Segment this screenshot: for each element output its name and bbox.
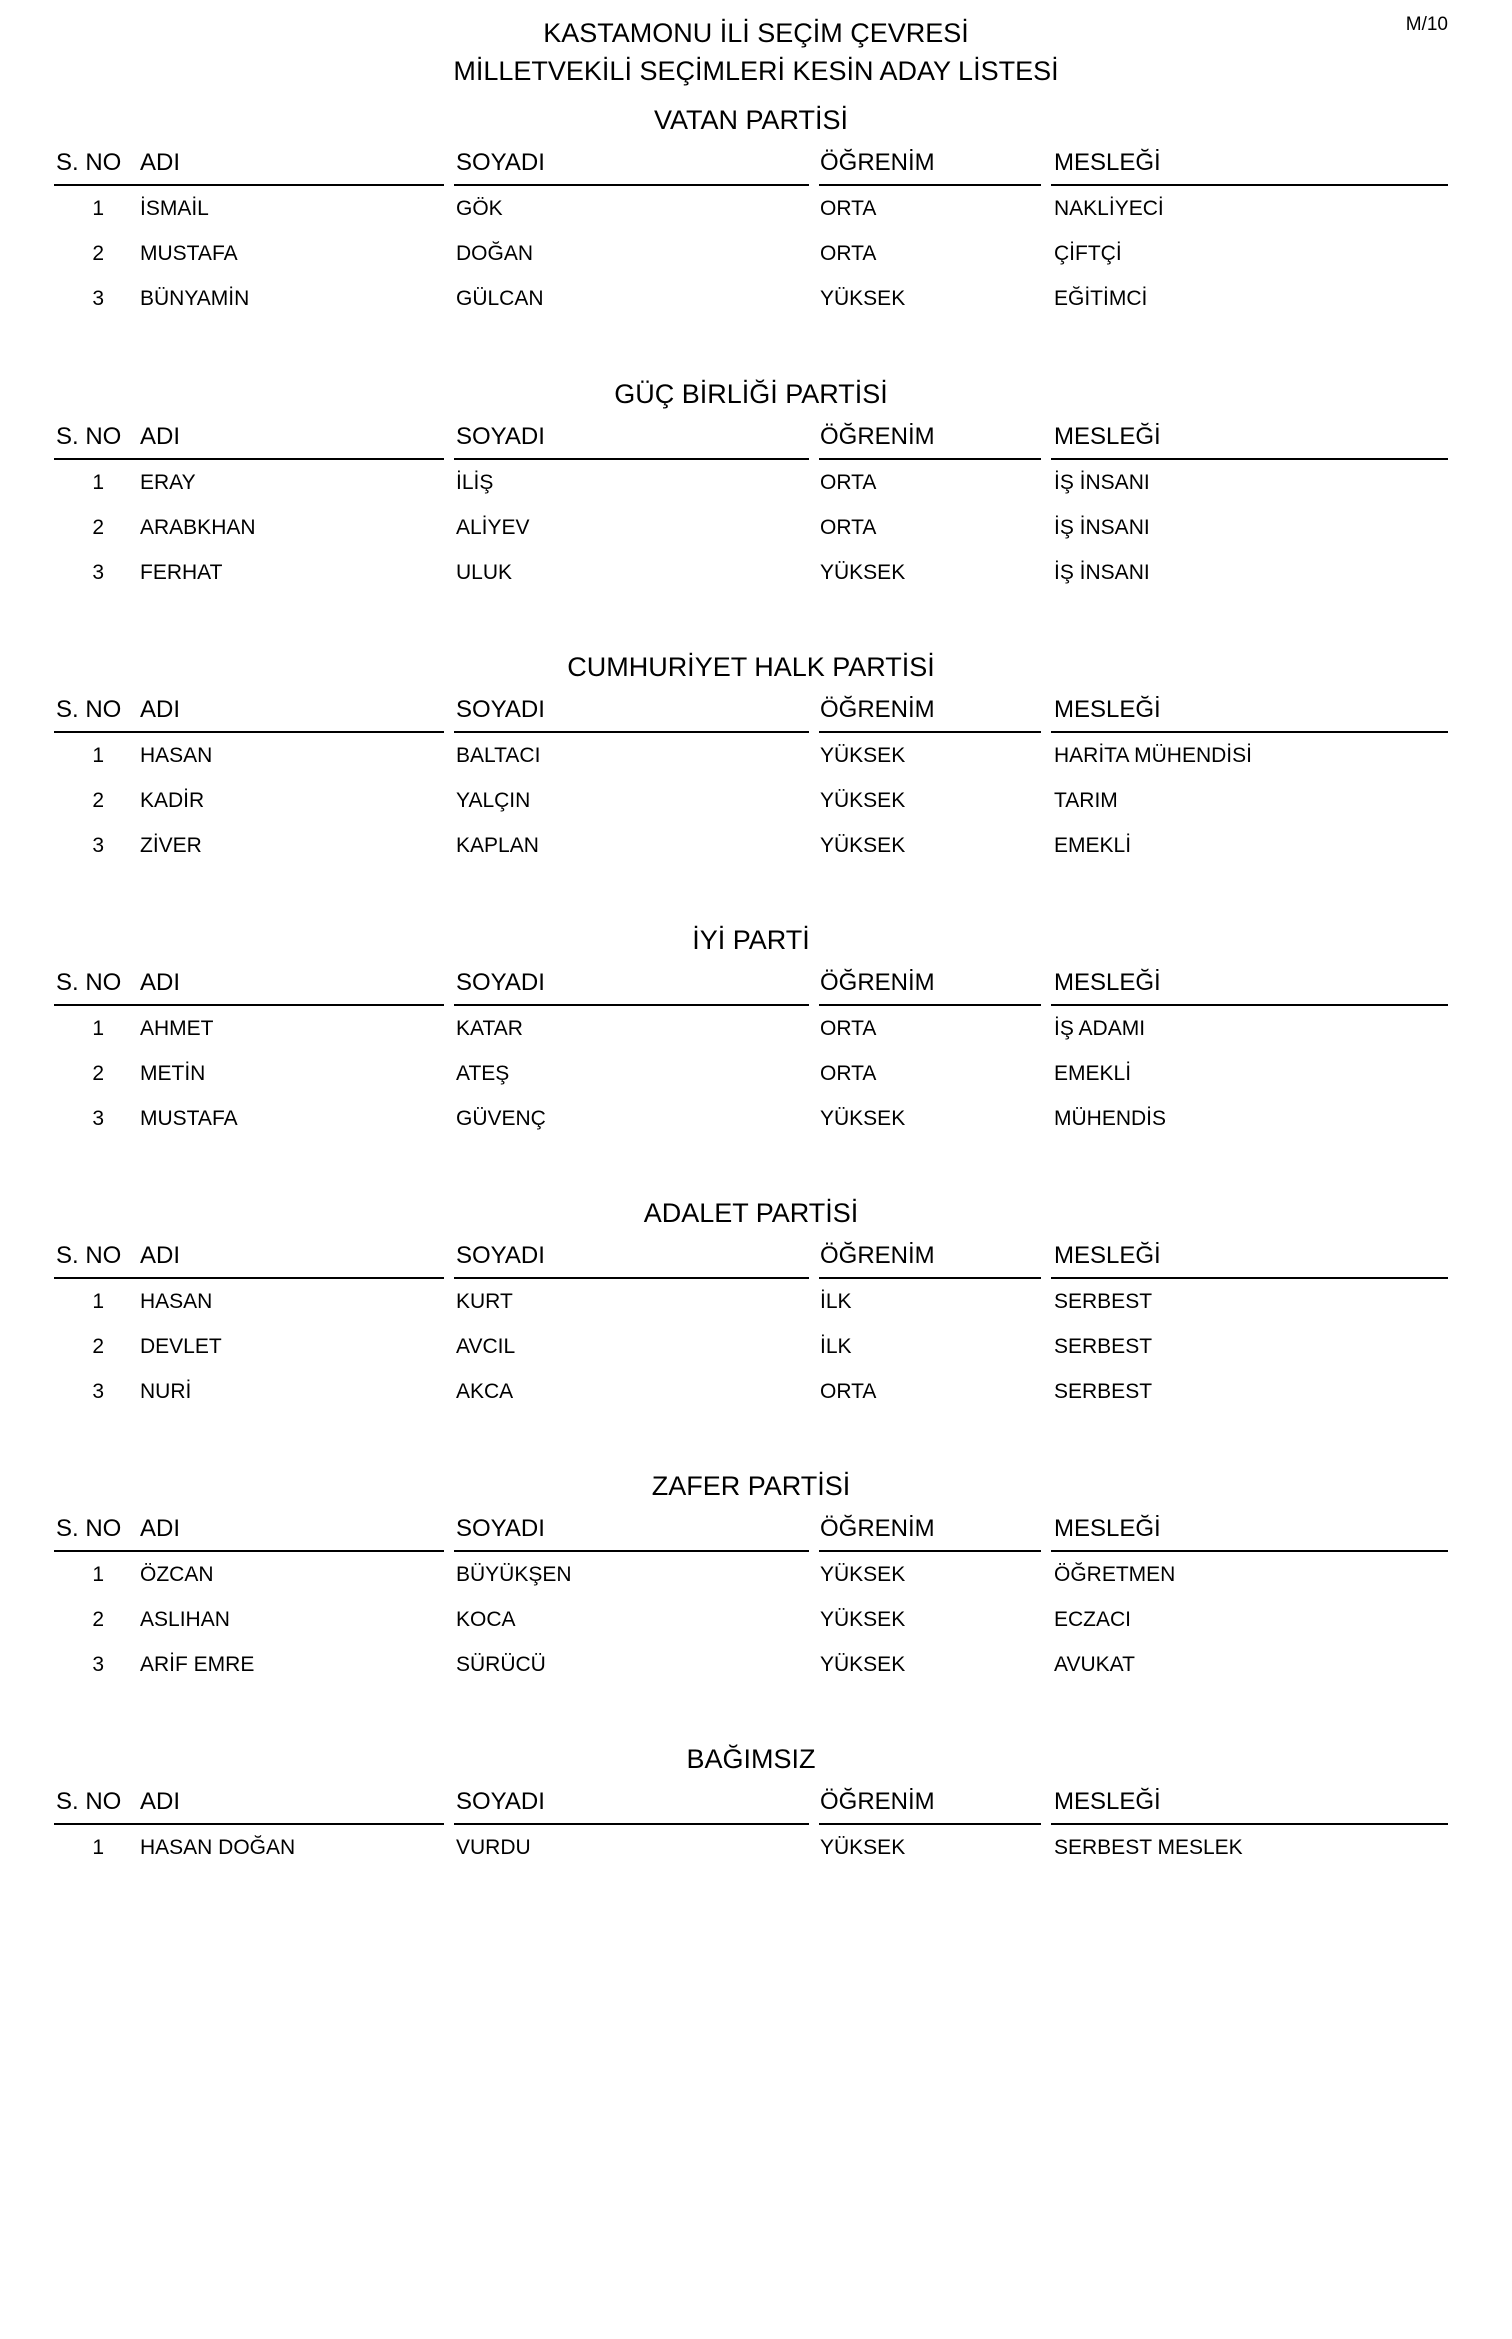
table-row xyxy=(54,1597,1448,1642)
cell-soyadi: BÜYÜKŞEN xyxy=(456,1563,572,1586)
table-row xyxy=(54,1642,1448,1687)
cell-soyadi: KAPLAN xyxy=(456,834,539,857)
column-header-ogrenim: ÖĞRENİM xyxy=(820,149,935,176)
table-row xyxy=(54,1369,1448,1414)
party-name: GÜÇ BİRLİĞİ PARTİSİ xyxy=(614,379,888,409)
cell-adi: BÜNYAMİN xyxy=(140,287,250,310)
party-name: BAĞIMSIZ xyxy=(686,1744,816,1774)
column-header-ogrenim: ÖĞRENİM xyxy=(820,1242,935,1269)
cell-meslegi: SERBEST xyxy=(1054,1335,1153,1358)
table-row xyxy=(54,733,1448,778)
party-section xyxy=(54,924,1448,1141)
cell-sira-no: 3 xyxy=(92,1380,104,1403)
cell-meslegi: EMEKLİ xyxy=(1054,1062,1132,1085)
cell-sira-no: 3 xyxy=(92,834,104,857)
cell-meslegi: ÖĞRETMEN xyxy=(1054,1563,1176,1586)
cell-soyadi: GÜVENÇ xyxy=(456,1107,546,1130)
cell-sira-no: 1 xyxy=(92,1563,104,1586)
cell-meslegi: ECZACI xyxy=(1054,1608,1132,1631)
column-header-sira-no: S. NO xyxy=(56,1788,122,1815)
cell-adi: HASAN xyxy=(140,744,213,767)
cell-soyadi: DOĞAN xyxy=(456,242,534,265)
table-header-row xyxy=(54,1781,1448,1825)
table-row xyxy=(54,186,1448,231)
cell-adi: NURİ xyxy=(140,1380,192,1403)
column-header-adi: ADI xyxy=(140,423,181,450)
cell-ogrenim: YÜKSEK xyxy=(820,561,906,584)
column-header-soyadi: SOYADI xyxy=(456,969,545,996)
table-row xyxy=(54,1006,1448,1051)
cell-meslegi: SERBEST xyxy=(1054,1290,1153,1313)
table-row xyxy=(54,1279,1448,1324)
column-header-ogrenim: ÖĞRENİM xyxy=(820,1788,935,1815)
cell-ogrenim: YÜKSEK xyxy=(820,1653,906,1676)
cell-adi: HASAN xyxy=(140,1290,213,1313)
cell-soyadi: KURT xyxy=(456,1290,513,1313)
cell-meslegi: HARİTA MÜHENDİSİ xyxy=(1054,744,1252,767)
cell-sira-no: 2 xyxy=(92,242,104,265)
cell-soyadi: GÖK xyxy=(456,197,503,220)
table-row xyxy=(54,1051,1448,1096)
column-header-ogrenim: ÖĞRENİM xyxy=(820,696,935,723)
cell-sira-no: 3 xyxy=(92,1107,104,1130)
column-header-sira-no: S. NO xyxy=(56,696,122,723)
cell-meslegi: SERBEST xyxy=(1054,1380,1153,1403)
cell-ogrenim: ORTA xyxy=(820,242,877,265)
table-header-row xyxy=(54,142,1448,186)
column-header-meslegi: MESLEĞİ xyxy=(1054,423,1161,450)
cell-soyadi: ATEŞ xyxy=(456,1062,510,1085)
cell-ogrenim: YÜKSEK xyxy=(820,1563,906,1586)
page-code: M/10 xyxy=(1405,14,1448,35)
cell-sira-no: 2 xyxy=(92,1335,104,1358)
column-header-soyadi: SOYADI xyxy=(456,1515,545,1542)
cell-ogrenim: ORTA xyxy=(820,1380,877,1403)
cell-sira-no: 1 xyxy=(92,197,104,220)
column-header-sira-no: S. NO xyxy=(56,1242,122,1269)
cell-meslegi: İŞ İNSANI xyxy=(1054,516,1150,539)
table-header-row xyxy=(54,416,1448,460)
cell-sira-no: 2 xyxy=(92,516,104,539)
cell-meslegi: EĞİTİMCİ xyxy=(1054,287,1148,310)
cell-ogrenim: ORTA xyxy=(820,516,877,539)
cell-soyadi: KATAR xyxy=(456,1017,523,1040)
cell-soyadi: GÜLCAN xyxy=(456,287,544,310)
cell-adi: MUSTAFA xyxy=(140,1107,238,1130)
party-section xyxy=(54,104,1448,321)
cell-adi: ARABKHAN xyxy=(140,516,256,539)
table-header-row xyxy=(54,689,1448,733)
header-line-1: KASTAMONU İLİ SEÇİM ÇEVRESİ xyxy=(543,18,969,48)
table-row xyxy=(54,505,1448,550)
cell-ogrenim: YÜKSEK xyxy=(820,834,906,857)
cell-soyadi: YALÇIN xyxy=(456,789,531,812)
party-section xyxy=(54,378,1448,595)
cell-adi: ERAY xyxy=(140,471,196,494)
cell-ogrenim: YÜKSEK xyxy=(820,1836,906,1859)
table-row xyxy=(54,1825,1448,1870)
table-header-row xyxy=(54,1508,1448,1552)
cell-sira-no: 2 xyxy=(92,1062,104,1085)
cell-adi: ZİVER xyxy=(140,834,202,857)
party-name: ADALET PARTİSİ xyxy=(643,1198,859,1228)
cell-ogrenim: ORTA xyxy=(820,197,877,220)
cell-sira-no: 1 xyxy=(92,1836,104,1859)
column-header-sira-no: S. NO xyxy=(56,969,122,996)
cell-meslegi: İŞ İNSANI xyxy=(1054,471,1150,494)
cell-ogrenim: YÜKSEK xyxy=(820,789,906,812)
cell-adi: ASLIHAN xyxy=(140,1608,230,1631)
cell-adi: MUSTAFA xyxy=(140,242,238,265)
cell-adi: ARİF EMRE xyxy=(140,1653,255,1676)
cell-meslegi: AVUKAT xyxy=(1054,1653,1135,1676)
cell-ogrenim: İLK xyxy=(820,1335,852,1358)
cell-adi: İSMAİL xyxy=(140,197,209,220)
cell-sira-no: 2 xyxy=(92,1608,104,1631)
party-section xyxy=(54,651,1448,868)
party-name: ZAFER PARTİSİ xyxy=(651,1471,851,1501)
column-header-sira-no: S. NO xyxy=(56,149,122,176)
column-header-meslegi: MESLEĞİ xyxy=(1054,1788,1161,1815)
column-header-meslegi: MESLEĞİ xyxy=(1054,1515,1161,1542)
cell-meslegi: İŞ İNSANI xyxy=(1054,561,1150,584)
column-header-soyadi: SOYADI xyxy=(456,423,545,450)
column-header-meslegi: MESLEĞİ xyxy=(1054,696,1161,723)
party-name: CUMHURİYET HALK PARTİSİ xyxy=(567,652,935,682)
cell-meslegi: EMEKLİ xyxy=(1054,834,1132,857)
table-row xyxy=(54,550,1448,595)
cell-ogrenim: YÜKSEK xyxy=(820,287,906,310)
cell-adi: AHMET xyxy=(140,1017,214,1040)
cell-sira-no: 3 xyxy=(92,561,104,584)
cell-ogrenim: YÜKSEK xyxy=(820,1107,906,1130)
table-row xyxy=(54,823,1448,868)
column-header-ogrenim: ÖĞRENİM xyxy=(820,423,935,450)
column-header-adi: ADI xyxy=(140,696,181,723)
cell-soyadi: SÜRÜCÜ xyxy=(456,1653,546,1676)
cell-soyadi: VURDU xyxy=(456,1836,531,1859)
column-header-ogrenim: ÖĞRENİM xyxy=(820,1515,935,1542)
cell-soyadi: KOCA xyxy=(456,1608,516,1631)
table-row xyxy=(54,231,1448,276)
cell-meslegi: ÇİFTÇİ xyxy=(1054,242,1122,265)
cell-adi: HASAN DOĞAN xyxy=(140,1836,296,1859)
column-header-adi: ADI xyxy=(140,1242,181,1269)
cell-sira-no: 1 xyxy=(92,471,104,494)
table-header-row xyxy=(54,1235,1448,1279)
document-header xyxy=(0,14,1512,90)
cell-meslegi: SERBEST MESLEK xyxy=(1054,1836,1243,1859)
column-header-adi: ADI xyxy=(140,1515,181,1542)
cell-soyadi: BALTACI xyxy=(456,744,541,767)
column-header-soyadi: SOYADI xyxy=(456,1242,545,1269)
cell-ogrenim: ORTA xyxy=(820,1017,877,1040)
column-header-adi: ADI xyxy=(140,149,181,176)
column-header-meslegi: MESLEĞİ xyxy=(1054,969,1161,996)
cell-sira-no: 1 xyxy=(92,1290,104,1313)
column-header-sira-no: S. NO xyxy=(56,1515,122,1542)
cell-sira-no: 3 xyxy=(92,1653,104,1676)
cell-meslegi: NAKLİYECİ xyxy=(1054,197,1164,220)
cell-meslegi: İŞ ADAMI xyxy=(1054,1017,1146,1040)
column-header-soyadi: SOYADI xyxy=(456,696,545,723)
party-name: İYİ PARTİ xyxy=(692,925,810,955)
cell-soyadi: ALİYEV xyxy=(456,516,530,539)
table-row xyxy=(54,1552,1448,1597)
cell-sira-no: 3 xyxy=(92,287,104,310)
cell-adi: KADİR xyxy=(140,789,205,812)
column-header-adi: ADI xyxy=(140,969,181,996)
cell-sira-no: 1 xyxy=(92,744,104,767)
cell-ogrenim: İLK xyxy=(820,1290,852,1313)
party-name: VATAN PARTİSİ xyxy=(653,105,849,135)
column-header-meslegi: MESLEĞİ xyxy=(1054,1242,1161,1269)
cell-ogrenim: YÜKSEK xyxy=(820,1608,906,1631)
party-section xyxy=(54,1470,1448,1687)
table-row xyxy=(54,276,1448,321)
cell-meslegi: MÜHENDİS xyxy=(1054,1107,1167,1130)
cell-soyadi: İLİŞ xyxy=(456,471,494,494)
cell-ogrenim: YÜKSEK xyxy=(820,744,906,767)
column-header-soyadi: SOYADI xyxy=(456,1788,545,1815)
cell-adi: FERHAT xyxy=(140,561,223,584)
cell-soyadi: AVCIL xyxy=(456,1335,516,1358)
column-header-soyadi: SOYADI xyxy=(456,149,545,176)
cell-soyadi: AKCA xyxy=(456,1380,514,1403)
cell-meslegi: TARIM xyxy=(1054,789,1118,812)
column-header-ogrenim: ÖĞRENİM xyxy=(820,969,935,996)
column-header-sira-no: S. NO xyxy=(56,423,122,450)
table-row xyxy=(54,1324,1448,1369)
cell-adi: ÖZCAN xyxy=(140,1563,214,1586)
party-section xyxy=(54,1743,1448,1870)
cell-soyadi: ULUK xyxy=(456,561,513,584)
cell-ogrenim: ORTA xyxy=(820,471,877,494)
cell-sira-no: 1 xyxy=(92,1017,104,1040)
table-header-row xyxy=(54,962,1448,1006)
cell-adi: DEVLET xyxy=(140,1335,222,1358)
cell-sira-no: 2 xyxy=(92,789,104,812)
table-row xyxy=(54,1096,1448,1141)
header-line-2: MİLLETVEKİLİ SEÇİMLERİ KESİN ADAY LİSTESİ xyxy=(453,56,1059,86)
party-section xyxy=(54,1197,1448,1414)
table-row xyxy=(54,778,1448,823)
column-header-meslegi: MESLEĞİ xyxy=(1054,149,1161,176)
cell-ogrenim: ORTA xyxy=(820,1062,877,1085)
table-row xyxy=(54,460,1448,505)
column-header-adi: ADI xyxy=(140,1788,181,1815)
cell-adi: METİN xyxy=(140,1062,206,1085)
